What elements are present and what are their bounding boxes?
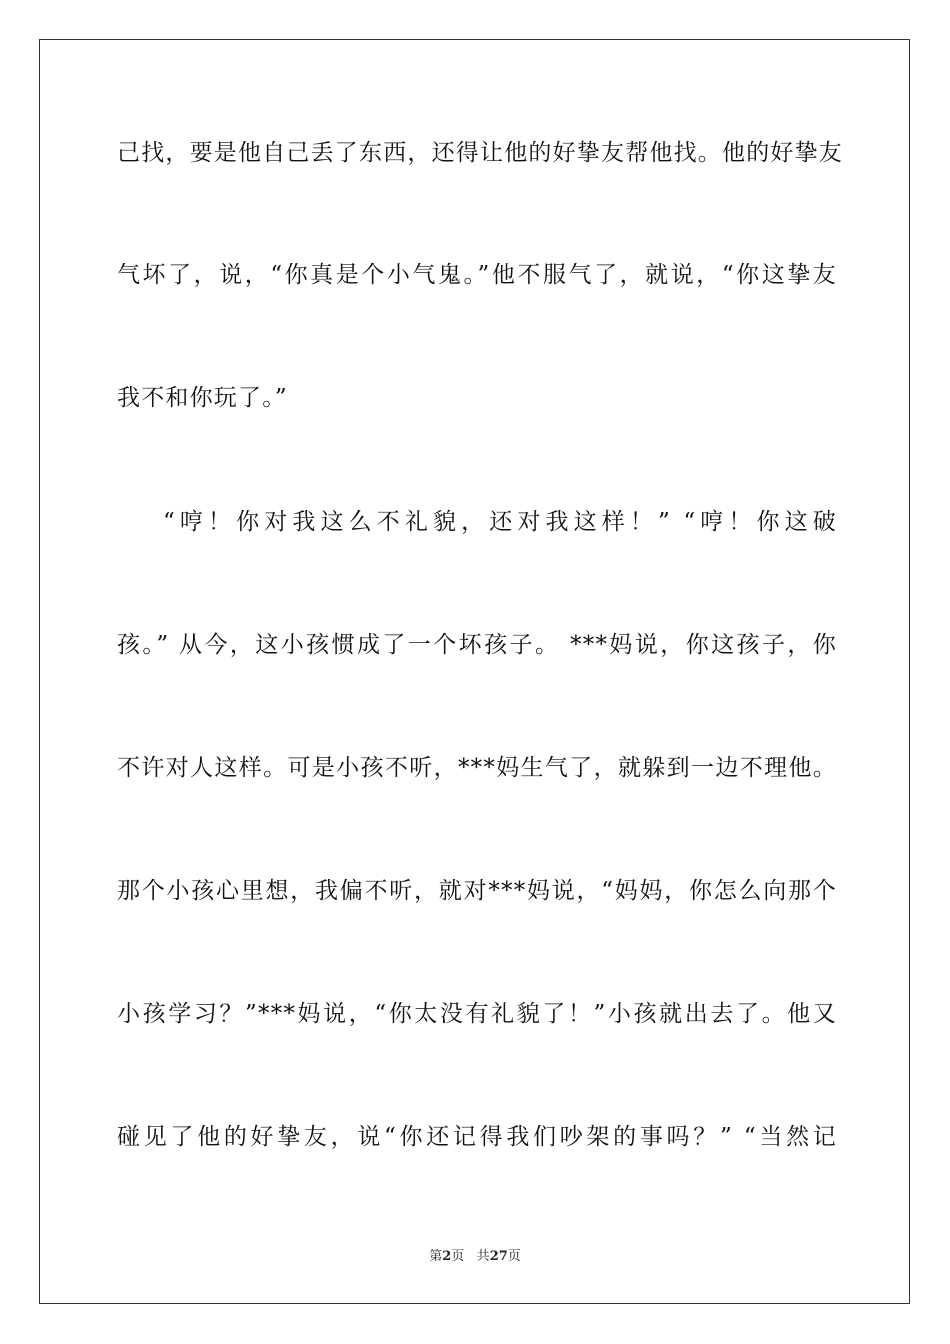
page-border <box>39 39 910 1304</box>
footer-page-number: 2 <box>442 1249 452 1264</box>
body-text-line: 孩。” 从今，这小孩惯成了一个坏孩子。 ***妈说，你这孩子，你 <box>117 632 837 658</box>
body-text-line: 气坏了，说，“你真是个小气鬼。”他不服气了，就说，“你这挚友 <box>117 262 837 288</box>
page-footer <box>0 1248 950 1266</box>
footer-total-suffix: 页 <box>507 1249 521 1264</box>
footer-total-prefix: 共 <box>476 1249 490 1264</box>
body-text-line: 那个小孩心里想，我偏不听，就对***妈说，“妈妈，你怎么向那个 <box>117 878 837 904</box>
body-text-line: 小孩学习？”***妈说，“你太没有礼貌了！”小孩就出去了。他又 <box>117 1001 837 1027</box>
body-text-line: “哼！你对我这么不礼貌，还对我这样！” “哼！你这破 <box>163 509 837 535</box>
body-text-line: 不许对人这样。可是小孩不听，***妈生气了，就躲到一边不理他。 <box>117 755 837 781</box>
body-text-line: 碰见了他的好挚友，说“你还记得我们吵架的事吗？” “当然记 <box>117 1124 837 1150</box>
footer-total-pages: 27 <box>489 1249 508 1264</box>
footer-page-prefix: 第 <box>429 1249 443 1264</box>
body-text-line: 我不和你玩了。” <box>117 385 288 411</box>
body-text-line: 己找，要是他自己丢了东西，还得让他的好挚友帮他找。他的好挚友 <box>117 140 843 166</box>
footer-page-suffix: 页 <box>451 1249 465 1264</box>
